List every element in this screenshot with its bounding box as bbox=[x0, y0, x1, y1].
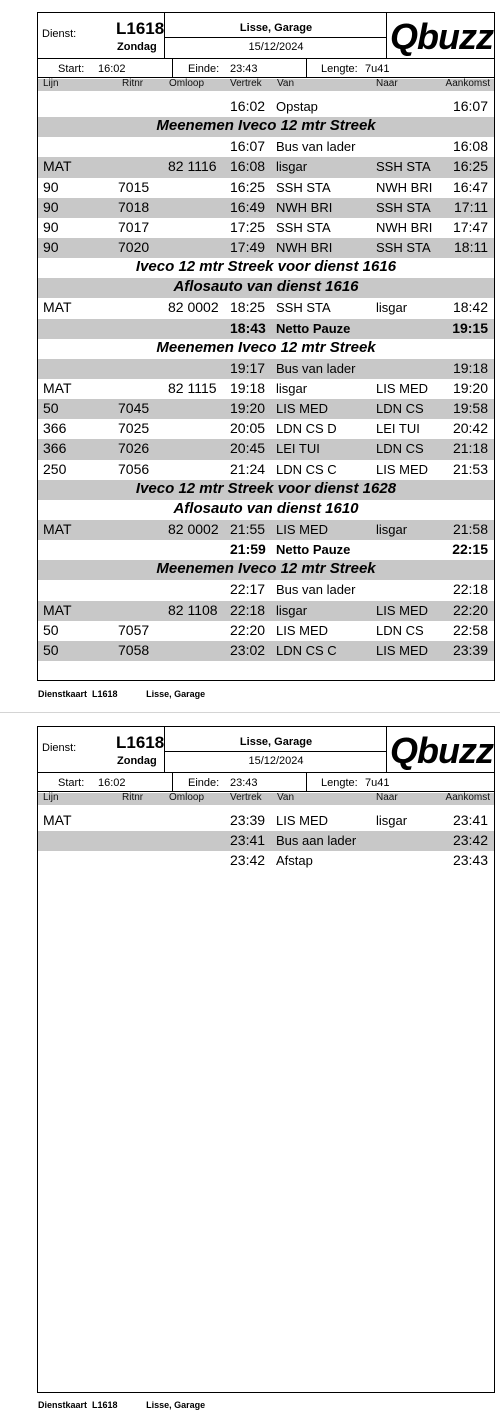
table-row bbox=[38, 379, 494, 399]
banner-text: Iveco 12 mtr Streek voor dienst 1616 bbox=[135, 258, 397, 276]
banner-text: Meenemen Iveco 12 mtr Streek bbox=[156, 117, 376, 135]
cell-van: LEI TUI bbox=[276, 441, 320, 457]
cell-van: lisgar bbox=[276, 159, 308, 175]
col-lijn: Lijn bbox=[43, 792, 59, 803]
date-label: 15/12/2024 bbox=[248, 755, 304, 767]
cell-naar: LIS MED bbox=[376, 380, 429, 396]
cell-vertrek: 16:25 bbox=[230, 178, 266, 195]
footer-code: L1618 bbox=[92, 689, 118, 699]
cell-aankomst: 19:20 bbox=[452, 379, 488, 396]
col-ritnr: Ritnr bbox=[122, 792, 144, 803]
cell-vertrek: 19:18 bbox=[230, 379, 266, 396]
footer bbox=[38, 1400, 205, 1410]
cell-naar: SSH STA bbox=[376, 159, 431, 175]
qbuzz-logo: Qbuzz bbox=[390, 16, 493, 57]
cell-van: Bus van lader bbox=[276, 139, 356, 155]
cell-vertrek: 19:17 bbox=[230, 359, 266, 376]
cell-van: Afstap bbox=[276, 853, 313, 869]
cell-vertrek: 16:02 bbox=[230, 98, 266, 114]
cell-van: lisgar bbox=[276, 380, 308, 396]
cell-vertrek: 18:43 bbox=[230, 319, 266, 336]
cell-lijn: MAT bbox=[43, 299, 72, 316]
cell-van: LIS MED bbox=[276, 521, 329, 537]
cell-naar: SSH STA bbox=[376, 239, 431, 255]
cell-naar: LDN CS bbox=[376, 622, 424, 638]
cell-aankomst: 16:07 bbox=[452, 98, 488, 114]
col-van: Van bbox=[277, 792, 295, 803]
table-row bbox=[38, 419, 494, 439]
cell-aankomst: 19:15 bbox=[452, 319, 488, 336]
banner-text: Iveco 12 mtr Streek voor dienst 1628 bbox=[135, 479, 397, 497]
cell-aankomst: 22:18 bbox=[452, 581, 488, 598]
einde-label: Einde: bbox=[188, 777, 220, 789]
table-row bbox=[38, 520, 494, 540]
banner-row bbox=[38, 480, 494, 500]
cell-lijn: 50 bbox=[43, 621, 59, 638]
cell-van: Bus aan lader bbox=[276, 833, 357, 849]
cell-aankomst: 22:15 bbox=[452, 541, 488, 558]
dienst-label: Dienst: bbox=[42, 742, 77, 754]
cell-vertrek: 18:25 bbox=[230, 299, 266, 316]
cell-naar: lisgar bbox=[376, 813, 408, 828]
cell-van: Netto Pauze bbox=[276, 542, 351, 558]
cell-naar: LIS MED bbox=[376, 602, 429, 618]
banner-text: Aflosauto van dienst 1616 bbox=[173, 278, 359, 296]
banner-row bbox=[38, 500, 494, 520]
start-time: 16:02 bbox=[98, 63, 126, 75]
table-row bbox=[38, 460, 494, 480]
cell-vertrek: 23:41 bbox=[230, 832, 266, 849]
table-row bbox=[38, 831, 494, 851]
col-aankomst: Aankomst bbox=[445, 78, 490, 89]
cell-ritnr: 7025 bbox=[118, 420, 150, 437]
table-row bbox=[38, 621, 494, 641]
table-row bbox=[38, 811, 494, 831]
cell-vertrek: 20:05 bbox=[230, 420, 266, 437]
cell-vertrek: 20:45 bbox=[230, 440, 266, 457]
day-label: Zondag bbox=[117, 41, 157, 53]
cell-van: LDN CS C bbox=[276, 461, 337, 477]
cell-ritnr: 7015 bbox=[118, 178, 150, 195]
table-row bbox=[38, 851, 494, 871]
table-row bbox=[38, 298, 494, 318]
cell-lijn: 90 bbox=[43, 178, 59, 195]
cell-lijn: 250 bbox=[43, 460, 67, 477]
cell-omloop: 82 0002 bbox=[168, 299, 219, 316]
cell-vertrek: 23:02 bbox=[230, 641, 266, 658]
col-vertrek: Vertrek bbox=[230, 78, 262, 89]
cell-vertrek: 16:08 bbox=[230, 158, 266, 175]
cell-van: Netto Pauze bbox=[276, 320, 351, 336]
einde-label: Einde: bbox=[188, 63, 220, 75]
banner-row bbox=[38, 258, 494, 278]
col-naar: Naar bbox=[376, 78, 398, 89]
page-frame bbox=[37, 12, 495, 681]
cell-van: lisgar bbox=[276, 602, 308, 618]
cell-van: Bus van lader bbox=[276, 582, 356, 598]
table-row bbox=[38, 641, 494, 661]
cell-naar: LDN CS bbox=[376, 441, 424, 457]
cell-van: LIS MED bbox=[276, 622, 329, 638]
cell-aankomst: 21:18 bbox=[452, 440, 488, 457]
table-row bbox=[38, 439, 494, 459]
cell-ritnr: 7045 bbox=[118, 400, 150, 417]
cell-naar: NWH BRI bbox=[376, 219, 433, 235]
cell-ritnr: 7057 bbox=[118, 621, 150, 638]
cell-lijn: 90 bbox=[43, 218, 59, 235]
table-row bbox=[38, 137, 494, 157]
cell-omloop: 82 1115 bbox=[168, 379, 217, 396]
cell-aankomst: 19:18 bbox=[452, 359, 488, 376]
lengte-label: Lengte: bbox=[321, 63, 358, 75]
table-row bbox=[38, 359, 494, 379]
start-label: Start: bbox=[58, 777, 85, 789]
column-header-row bbox=[38, 793, 494, 805]
cell-aankomst: 17:11 bbox=[454, 198, 488, 215]
qbuzz-logo: Qbuzz bbox=[390, 730, 493, 771]
cell-naar: LEI TUI bbox=[376, 421, 420, 437]
cell-aankomst: 16:25 bbox=[452, 158, 488, 175]
pause-row bbox=[38, 540, 494, 560]
cell-van: SSH STA bbox=[276, 219, 331, 235]
cell-naar: lisgar bbox=[376, 300, 408, 316]
cell-vertrek: 19:20 bbox=[230, 400, 266, 417]
cell-van: Opstap bbox=[276, 99, 318, 114]
cell-vertrek: 23:42 bbox=[230, 852, 266, 869]
cell-naar: LIS MED bbox=[376, 461, 429, 477]
col-naar: Naar bbox=[376, 792, 398, 803]
dienst-label: Dienst: bbox=[42, 28, 77, 40]
table-row bbox=[38, 97, 494, 117]
cell-naar: LIS MED bbox=[376, 642, 429, 658]
start-label: Start: bbox=[58, 63, 85, 75]
col-van: Van bbox=[277, 78, 295, 89]
cell-ritnr: 7058 bbox=[118, 641, 150, 658]
einde-time: 23:43 bbox=[230, 777, 258, 789]
cell-aankomst: 16:08 bbox=[452, 138, 488, 155]
cell-aankomst: 17:47 bbox=[452, 218, 488, 235]
banner-row bbox=[38, 117, 494, 137]
cell-aankomst: 18:42 bbox=[452, 299, 488, 316]
dienst-code: L1618 bbox=[116, 19, 165, 38]
banner-row bbox=[38, 560, 494, 580]
cell-van: NWH BRI bbox=[276, 239, 333, 255]
cell-lijn: 90 bbox=[43, 238, 59, 255]
col-ritnr: Ritnr bbox=[122, 78, 144, 89]
cell-ritnr: 7020 bbox=[118, 238, 150, 255]
cell-aankomst: 18:11 bbox=[454, 238, 488, 255]
table-row bbox=[38, 601, 494, 621]
col-omloop: Omloop bbox=[169, 78, 205, 89]
cell-vertrek: 21:59 bbox=[230, 541, 266, 558]
column-header-row bbox=[38, 79, 494, 91]
cell-lijn: MAT bbox=[43, 601, 72, 618]
card-header bbox=[38, 13, 494, 73]
banner-row bbox=[38, 339, 494, 359]
dienst-code: L1618 bbox=[116, 733, 165, 752]
card-header bbox=[38, 727, 494, 787]
cell-vertrek: 21:55 bbox=[230, 520, 266, 537]
cell-aankomst: 21:58 bbox=[452, 520, 488, 537]
table-row bbox=[38, 399, 494, 419]
cell-ritnr: 7017 bbox=[118, 218, 150, 235]
col-vertrek: Vertrek bbox=[230, 792, 262, 803]
location-label: Lisse, Garage bbox=[239, 736, 313, 748]
cell-omloop: 82 0002 bbox=[168, 520, 219, 537]
cell-vertrek: 22:18 bbox=[230, 601, 266, 618]
cell-naar: lisgar bbox=[376, 521, 408, 537]
cell-van: SSH STA bbox=[276, 179, 331, 195]
cell-vertrek: 21:24 bbox=[230, 460, 266, 477]
cell-omloop: 82 1116 bbox=[168, 158, 217, 175]
cell-van: LIS MED bbox=[276, 401, 329, 417]
cell-aankomst: 16:47 bbox=[452, 178, 488, 195]
cell-van: SSH STA bbox=[276, 300, 331, 316]
cell-vertrek: 17:49 bbox=[230, 238, 266, 255]
cell-lijn: 90 bbox=[43, 198, 59, 215]
banner-text: Meenemen Iveco 12 mtr Streek bbox=[156, 338, 376, 356]
cell-lijn: MAT bbox=[43, 812, 72, 828]
start-time: 16:02 bbox=[98, 777, 126, 789]
footer-label: Dienstkaart bbox=[38, 1400, 88, 1410]
cell-aankomst: 20:42 bbox=[452, 420, 488, 437]
cell-aankomst: 23:39 bbox=[452, 641, 488, 658]
lengte-value: 7u41 bbox=[365, 777, 390, 789]
footer bbox=[38, 689, 205, 699]
cell-lijn: 366 bbox=[43, 420, 67, 437]
banner-row bbox=[38, 278, 494, 298]
banner-text: Meenemen Iveco 12 mtr Streek bbox=[156, 560, 376, 578]
table-row bbox=[38, 218, 494, 238]
cell-vertrek: 16:49 bbox=[230, 198, 266, 215]
cell-aankomst: 23:42 bbox=[452, 832, 488, 849]
lengte-label: Lengte: bbox=[321, 777, 358, 789]
cell-van: Bus van lader bbox=[276, 360, 356, 376]
table-row bbox=[38, 198, 494, 218]
cell-lijn: 366 bbox=[43, 440, 67, 457]
cell-vertrek: 16:07 bbox=[230, 138, 266, 155]
table-row bbox=[38, 238, 494, 258]
cell-naar: NWH BRI bbox=[376, 179, 433, 195]
cell-aankomst: 23:41 bbox=[452, 812, 488, 828]
cell-ritnr: 7018 bbox=[118, 198, 150, 215]
table-row bbox=[38, 157, 494, 177]
footer-label: Dienstkaart bbox=[38, 689, 88, 699]
page-frame bbox=[37, 726, 495, 1393]
day-label: Zondag bbox=[117, 755, 157, 767]
cell-lijn: MAT bbox=[43, 379, 72, 396]
cell-aankomst: 23:43 bbox=[452, 852, 488, 869]
col-omloop: Omloop bbox=[169, 792, 205, 803]
schedule-rows bbox=[38, 811, 494, 871]
cell-lijn: MAT bbox=[43, 520, 72, 537]
footer-location: Lisse, Garage bbox=[146, 1400, 206, 1410]
cell-ritnr: 7056 bbox=[118, 460, 150, 477]
cell-naar: SSH STA bbox=[376, 199, 431, 215]
cell-naar: LDN CS bbox=[376, 401, 424, 417]
cell-vertrek: 22:20 bbox=[230, 621, 266, 638]
cell-aankomst: 19:58 bbox=[452, 400, 488, 417]
cell-van: NWH BRI bbox=[276, 199, 333, 215]
cell-aankomst: 22:20 bbox=[452, 601, 488, 618]
date-label: 15/12/2024 bbox=[248, 41, 304, 53]
cell-van: LDN CS C bbox=[276, 642, 337, 658]
footer-location: Lisse, Garage bbox=[146, 689, 206, 699]
cell-lijn: 50 bbox=[43, 400, 59, 417]
cell-omloop: 82 1108 bbox=[168, 601, 218, 618]
dienstkaart-page-2 bbox=[0, 713, 500, 1426]
lengte-value: 7u41 bbox=[365, 63, 390, 75]
footer-code: L1618 bbox=[92, 1400, 118, 1410]
table-row bbox=[38, 178, 494, 198]
einde-time: 23:43 bbox=[230, 63, 258, 75]
table-row bbox=[38, 580, 494, 600]
cell-aankomst: 22:58 bbox=[452, 621, 488, 638]
pause-row bbox=[38, 319, 494, 339]
cell-van: LIS MED bbox=[276, 813, 329, 828]
cell-ritnr: 7026 bbox=[118, 440, 150, 457]
cell-aankomst: 21:53 bbox=[452, 460, 488, 477]
cell-lijn: 50 bbox=[43, 641, 59, 658]
cell-van: LDN CS D bbox=[276, 421, 337, 437]
schedule-rows bbox=[38, 97, 494, 661]
col-aankomst: Aankomst bbox=[445, 792, 490, 803]
cell-vertrek: 23:39 bbox=[230, 812, 266, 828]
col-lijn: Lijn bbox=[43, 78, 59, 89]
banner-text: Aflosauto van dienst 1610 bbox=[173, 499, 359, 517]
cell-lijn: MAT bbox=[43, 158, 72, 175]
cell-vertrek: 22:17 bbox=[230, 581, 266, 598]
location-label: Lisse, Garage bbox=[239, 22, 313, 34]
cell-vertrek: 17:25 bbox=[230, 218, 266, 235]
